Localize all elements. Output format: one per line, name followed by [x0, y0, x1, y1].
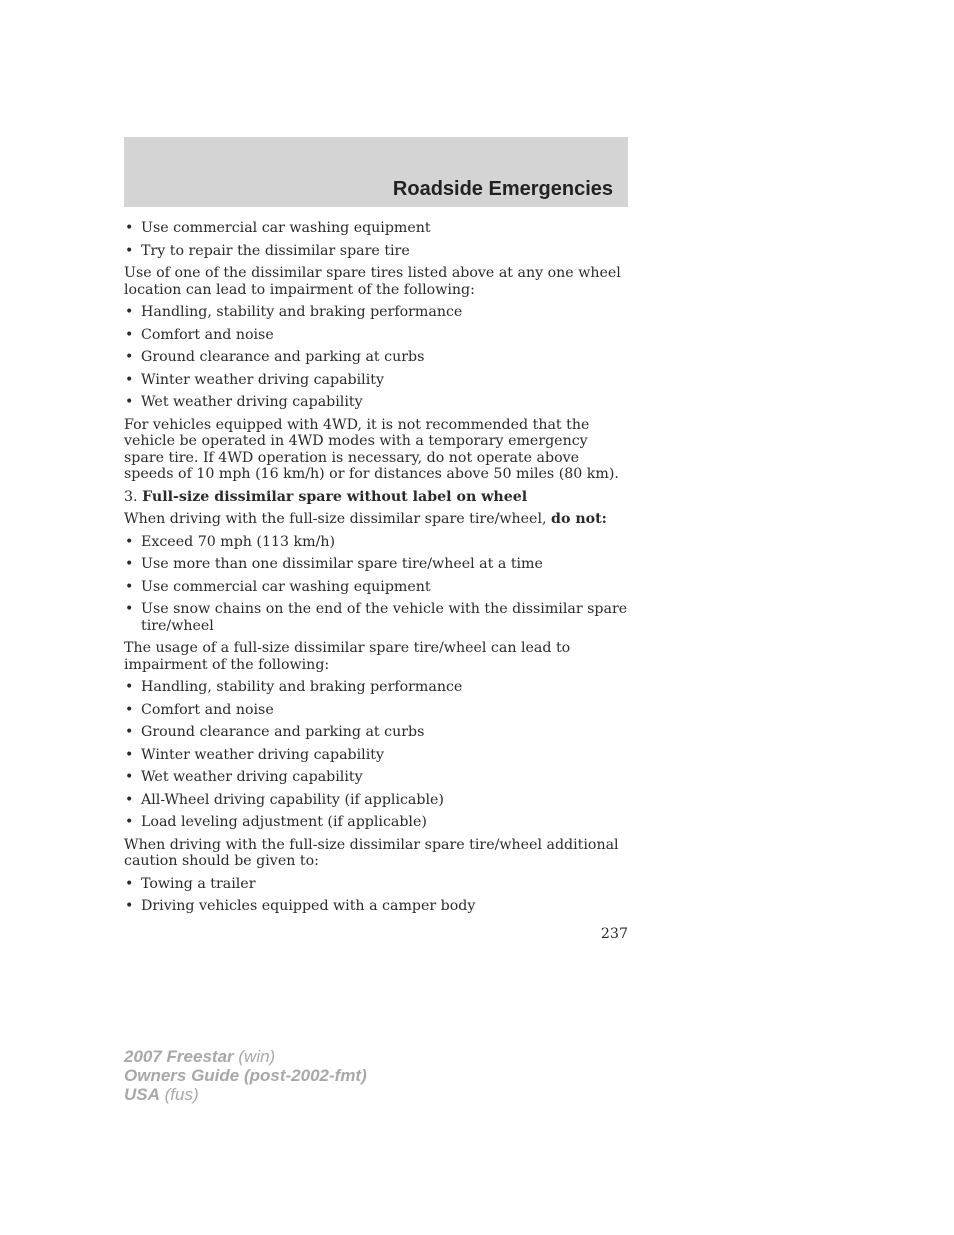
bullet-item: • Towing a trailer — [124, 876, 628, 893]
bullet-item: • Ground clearance and parking at curbs — [124, 724, 628, 741]
paragraph-bold-text: do not: — [551, 511, 607, 527]
footer-line-2: Owners Guide (post-2002-fmt) — [124, 1066, 367, 1085]
paragraph: Use of one of the dissimilar spare tires listed above at any one wheel location can lead to impairment of the following: — [124, 265, 621, 298]
numbered-heading — [124, 489, 628, 506]
bullet-item: • Use commercial car washing equipment — [124, 579, 628, 596]
bullet-item: • Winter weather driving capability — [124, 747, 628, 764]
bullet-item: • Wet weather driving capability — [124, 769, 628, 786]
bullet-item: • Load leveling adjustment (if applicable) — [124, 814, 628, 831]
page-number: 237 — [600, 926, 628, 942]
bullet-item: • Comfort and noise — [124, 702, 628, 719]
paragraph-text: When driving with the full-size dissimilar spare tire/wheel, — [124, 511, 547, 527]
bullet-item: • Comfort and noise — [124, 327, 628, 344]
bullet-item: • Winter weather driving capability — [124, 372, 628, 389]
bullet-item: • Ground clearance and parking at curbs — [124, 349, 628, 366]
paragraph: For vehicles equipped with 4WD, it is not recommended that the vehicle be operated in 4WD modes with a temporary emergency spare tire. If 4WD operation is necessary, do not operate above speeds of 10 mph (16 km/h) or for distances above 50 miles (80 km). — [124, 416, 619, 482]
page-content — [124, 220, 628, 921]
heading-text: Full-size dissimilar spare without label on wheel — [142, 488, 528, 505]
paragraph — [124, 511, 628, 528]
bullet-item: • All-Wheel driving capability (if applicable) — [124, 792, 628, 809]
bullet-item: • Try to repair the dissimilar spare tire — [124, 243, 628, 260]
bullet-item: • Handling, stability and braking performance — [124, 679, 628, 696]
bullet-item: • Driving vehicles equipped with a camper body — [124, 898, 628, 915]
footer-line-1: 2007 Freestar (win) — [124, 1047, 276, 1066]
bullet-item: • Wet weather driving capability — [124, 394, 628, 411]
bullet-item: • Use commercial car washing equipment — [124, 220, 628, 237]
section-header-band — [124, 137, 628, 207]
footer-line-3: USA (fus) — [124, 1085, 199, 1104]
bullet-item: • Use snow chains on the end of the vehicle with the dissimilar spare tire/wheel — [124, 601, 628, 634]
paragraph: When driving with the full-size dissimilar spare tire/wheel additional caution should be given to: — [124, 836, 619, 869]
section-title: Roadside Emergencies — [392, 178, 613, 200]
heading-number: 3. — [124, 488, 138, 505]
bullet-item: • Handling, stability and braking performance — [124, 304, 628, 321]
paragraph: The usage of a full-size dissimilar spare tire/wheel can lead to impairment of the following: — [124, 640, 571, 673]
bullet-item: • Exceed 70 mph (113 km/h) — [124, 534, 628, 551]
footer-meta — [124, 1047, 367, 1104]
bullet-item: • Use more than one dissimilar spare tire/wheel at a time — [124, 556, 628, 573]
